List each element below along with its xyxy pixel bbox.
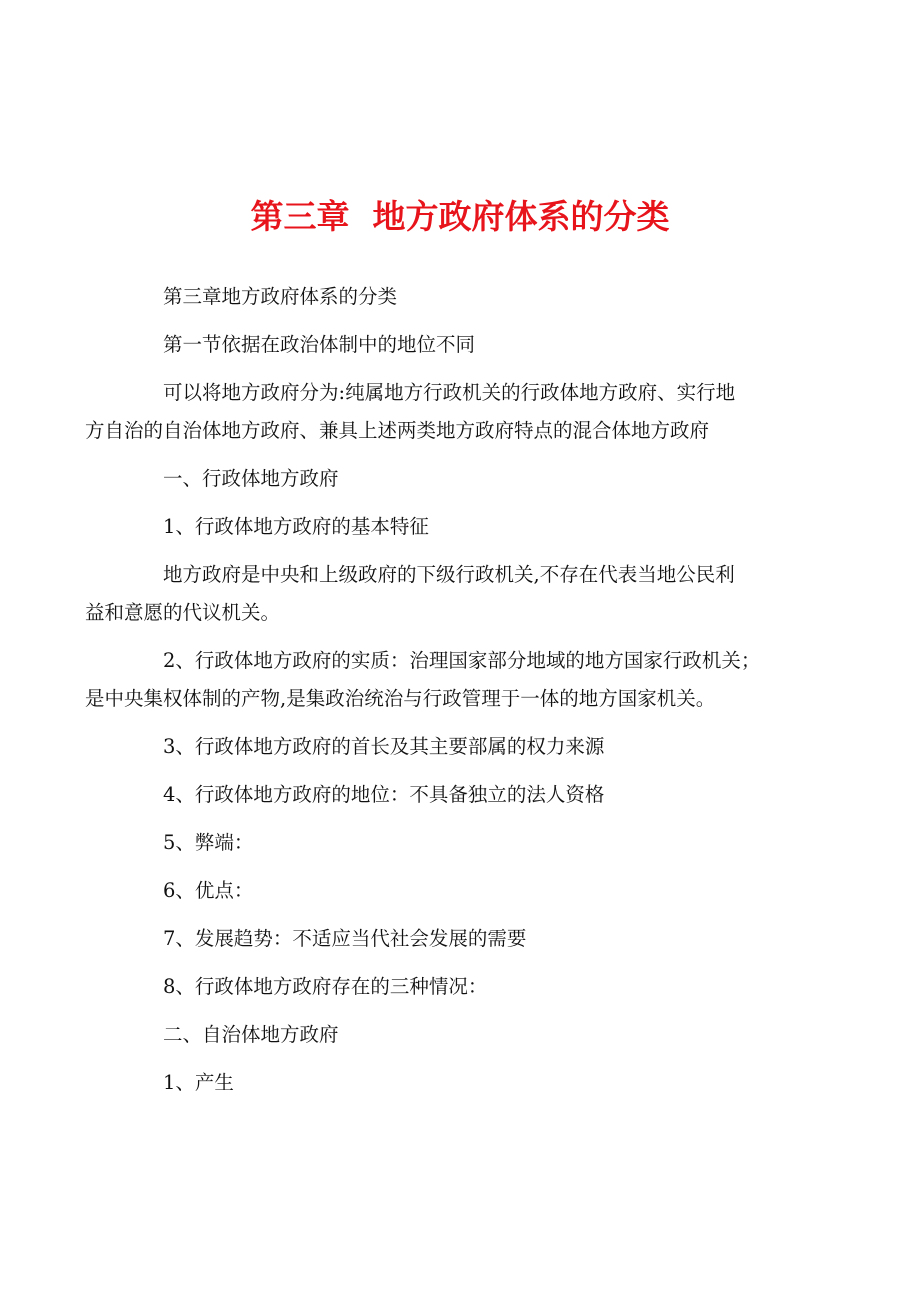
paragraph (85, 556, 804, 632)
paragraph-line: 二、自治体地方政府 (163, 1023, 339, 1046)
paragraph-line: 可以将地方政府分为:纯属地方行政机关的行政体地方政府、实行地 (163, 381, 736, 404)
paragraph (124, 968, 804, 1006)
paragraph-line: 一、行政体地方政府 (163, 467, 339, 490)
paragraph (124, 278, 804, 316)
paragraph-line: 是中央集权体制的产物,是集政治统治与行政管理于一体的地方国家机关。 (85, 687, 716, 710)
paragraph-line: 6、优点： (163, 879, 254, 902)
paragraph (124, 824, 804, 862)
paragraph-line: 7、发展趋势：不适应当代社会发展的需要 (163, 927, 527, 950)
paragraph (124, 326, 804, 364)
document-title: 第三章 地方政府体系的分类 (250, 197, 670, 236)
paragraph-line: 1、行政体地方政府的基本特征 (163, 515, 429, 538)
document-body (85, 278, 804, 1112)
paragraph-line: 3、行政体地方政府的首长及其主要部属的权力来源 (163, 735, 605, 758)
paragraph (124, 728, 804, 766)
paragraph-line: 8、行政体地方政府存在的三种情况： (163, 975, 488, 998)
paragraph-line: 5、弊端： (163, 831, 254, 854)
paragraph (85, 374, 804, 450)
paragraph-line: 第三章地方政府体系的分类 (163, 285, 398, 308)
paragraph-line: 第一节依据在政治体制中的地位不同 (163, 333, 476, 356)
paragraph-line: 2、行政体地方政府的实质：治理国家部分地域的地方国家行政机关； (163, 649, 761, 672)
paragraph-line: 方自治的自治体地方政府、兼具上述两类地方政府特点的混合体地方政府 (85, 419, 710, 442)
paragraph (124, 872, 804, 910)
paragraph-line: 1、产生 (163, 1071, 234, 1094)
paragraph (124, 508, 804, 546)
paragraph (124, 460, 804, 498)
paragraph (124, 920, 804, 958)
paragraph (124, 1016, 804, 1054)
paragraph-line: 益和意愿的代议机关。 (85, 601, 281, 624)
paragraph-line: 4、行政体地方政府的地位：不具备独立的法人资格 (163, 783, 605, 806)
paragraph (85, 642, 804, 718)
paragraph-line: 地方政府是中央和上级政府的下级行政机关,不存在代表当地公民利 (163, 563, 735, 586)
paragraph (124, 776, 804, 814)
paragraph (124, 1064, 804, 1102)
